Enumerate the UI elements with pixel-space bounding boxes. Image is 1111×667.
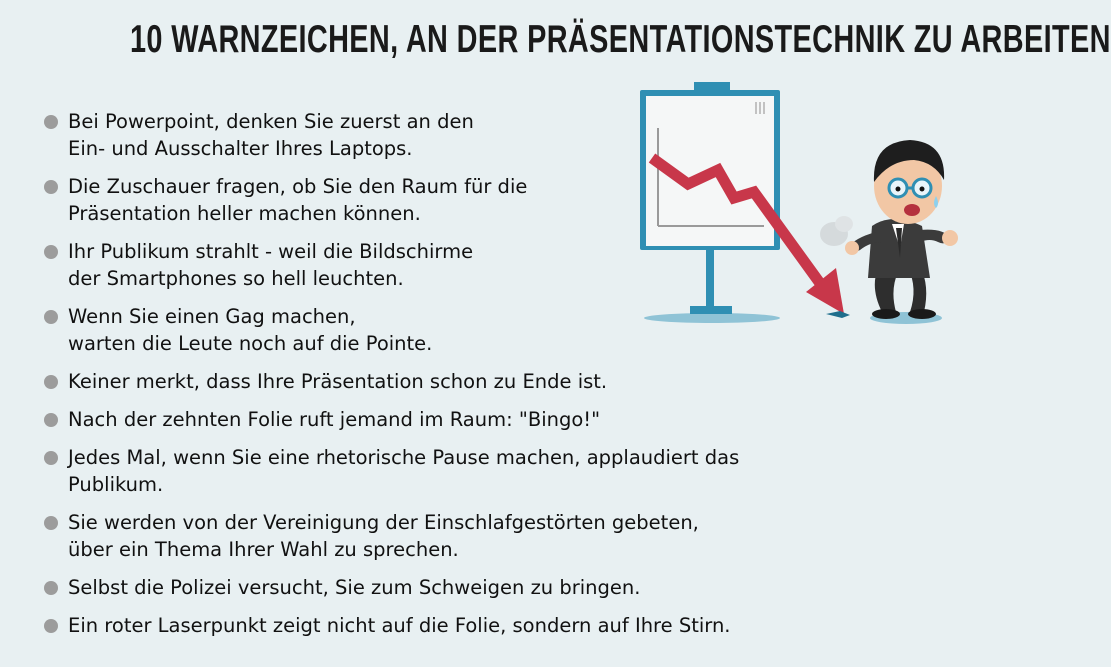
bullet-icon xyxy=(44,375,58,389)
presenter-icon xyxy=(845,140,958,319)
bullet-icon xyxy=(44,115,58,129)
board-floor-icon xyxy=(644,313,780,323)
list-item: Ein roter Laserpunkt zeigt nicht auf die Folie, sondern auf Ihre Stirn. xyxy=(44,612,904,639)
bullet-icon xyxy=(44,451,58,465)
list-item: Jedes Mal, wenn Sie eine rhetorische Pause machen, applaudiert das Publikum. xyxy=(44,444,904,498)
presenter-with-falling-chart-icon xyxy=(630,78,970,338)
list-item: Sie werden von der Vereinigung der Einschlafgestörten gebeten, über ein Thema Ihrer Wahl zu sprechen. xyxy=(44,509,904,563)
list-item: Nach der zehnten Folie ruft jemand im Raum: "Bingo!" xyxy=(44,406,904,433)
list-item: Die Zuschauer fragen, ob Sie den Raum für die Präsentation heller machen können. xyxy=(44,173,904,227)
dust-cloud-icon xyxy=(820,216,853,246)
list-item: Wenn Sie einen Gag machen, warten die Leute noch auf die Pointe. xyxy=(44,303,904,357)
list-item: Ihr Publikum strahlt - weil die Bildschirme der Smartphones so hell leuchten. xyxy=(44,238,904,292)
bullet-icon xyxy=(44,581,58,595)
list-item: Bei Powerpoint, denken Sie zuerst an den Ein- und Ausschalter Ihres Laptops. xyxy=(44,108,904,162)
bullet-icon xyxy=(44,619,58,633)
list-item: Keiner merkt, dass Ihre Präsentation schon zu Ende ist. xyxy=(44,368,904,395)
bullet-icon xyxy=(44,310,58,324)
bullet-icon xyxy=(44,180,58,194)
bullet-icon xyxy=(44,413,58,427)
bullet-icon xyxy=(44,516,58,530)
list-item: Selbst die Polizei versucht, Sie zum Schweigen zu bringen. xyxy=(44,574,904,601)
page-title: 10 WARNZEICHEN, AN DER PRÄSENTATIONSTECHNIK ZU ARBEITEN xyxy=(130,18,1111,61)
bullet-icon xyxy=(44,245,58,259)
